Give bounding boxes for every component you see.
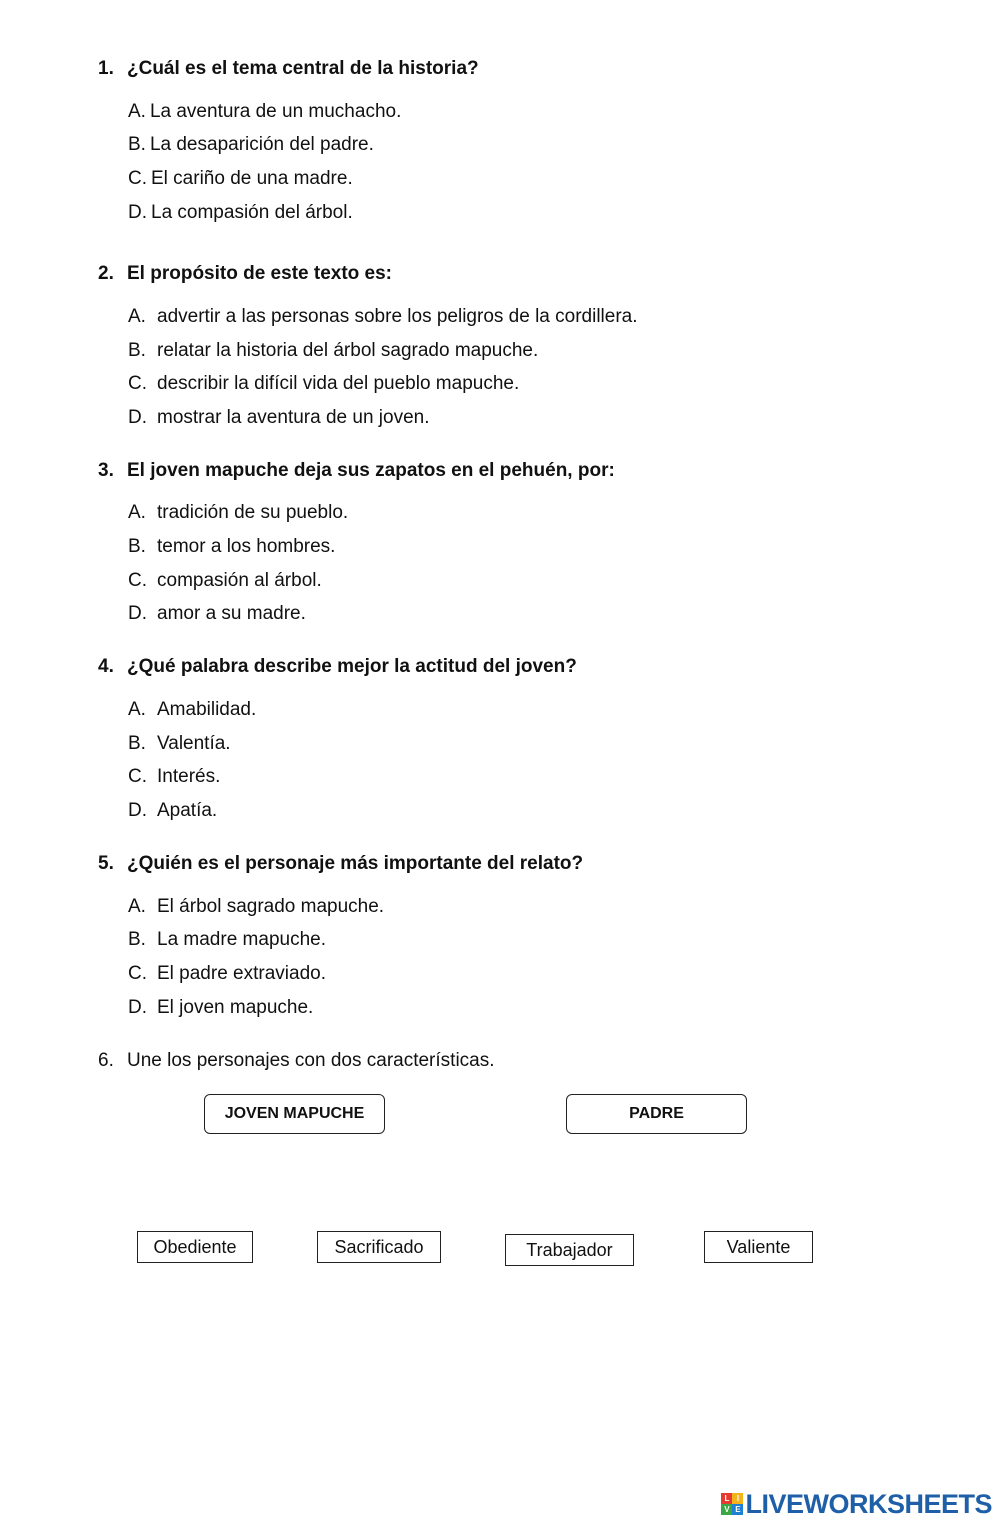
liveworksheets-logo-icon: L I V E [721,1493,743,1515]
question-4-option-c[interactable]: C. Interés. [128,766,221,787]
question-3-text: El joven mapuche deja sus zapatos en el pehuén, por: [127,460,615,481]
question-5-option-d[interactable]: D. El joven mapuche. [128,997,314,1018]
question-3-option-c[interactable]: C. compasión al árbol. [128,570,322,591]
question-2-option-c[interactable]: C. describir la difícil vida del pueblo mapuche. [128,373,520,394]
question-5-title [98,853,583,875]
question-5-option-a[interactable]: A. El árbol sagrado mapuche. [128,896,385,917]
question-2-title [98,263,392,285]
question-1-number: 1. [98,58,114,79]
question-1-option-a[interactable]: A. La aventura de un muchacho. [128,101,402,122]
question-2-option-b[interactable]: B. relatar la historia del árbol sagrado mapuche. [128,340,539,361]
trait-box-trabajador[interactable]: Trabajador [505,1234,634,1266]
question-3-number: 3. [98,460,114,481]
question-1-title [98,58,479,80]
question-2-option-a[interactable]: A. advertir a las personas sobre los peligros de la cordillera. [128,306,638,327]
question-5-option-c[interactable]: C. El padre extraviado. [128,963,326,984]
question-5-number: 5. [98,853,114,874]
trait-box-obediente[interactable]: Obediente [137,1231,253,1263]
question-5-option-b[interactable]: B. La madre mapuche. [128,929,326,950]
question-2-number: 2. [98,263,114,284]
question-3-option-a[interactable]: A. tradición de su pueblo. [128,502,349,523]
question-4-option-a[interactable]: A. Amabilidad. [128,699,257,720]
question-4-option-b[interactable]: B. Valentía. [128,733,231,754]
question-3-title [98,460,615,482]
character-box-joven-mapuche[interactable]: JOVEN MAPUCHE [204,1094,385,1134]
question-5-text: ¿Quién es el personaje más importante del relato? [127,853,584,874]
question-3-option-b[interactable]: B. temor a los hombres. [128,536,336,557]
trait-box-sacrificado[interactable]: Sacrificado [317,1231,441,1263]
question-4-text: ¿Qué palabra describe mejor la actitud del joven? [127,656,577,677]
liveworksheets-brand [721,1489,992,1519]
question-4-option-d[interactable]: D. Apatía. [128,800,218,821]
question-1-option-d[interactable]: D. La compasión del árbol. [128,202,353,223]
question-6-number: 6. [98,1050,114,1071]
question-6-text: Une los personajes con dos características. [127,1050,495,1071]
character-box-padre[interactable]: PADRE [566,1094,747,1134]
question-1-option-c[interactable]: C. El cariño de una madre. [128,168,353,189]
question-1-option-b[interactable]: B. La desaparición del padre. [128,134,374,155]
question-4-title [98,656,577,678]
question-3-option-d[interactable]: D. amor a su madre. [128,603,306,624]
trait-box-valiente[interactable]: Valiente [704,1231,813,1263]
question-6-title [98,1050,495,1072]
question-2-option-d[interactable]: D. mostrar la aventura de un joven. [128,407,430,428]
question-2-text: El propósito de este texto es: [127,263,392,284]
question-4-number: 4. [98,656,114,677]
question-1-text: ¿Cuál es el tema central de la historia? [127,58,479,79]
liveworksheets-wordmark: LIVEWORKSHEETS [745,1488,992,1519]
